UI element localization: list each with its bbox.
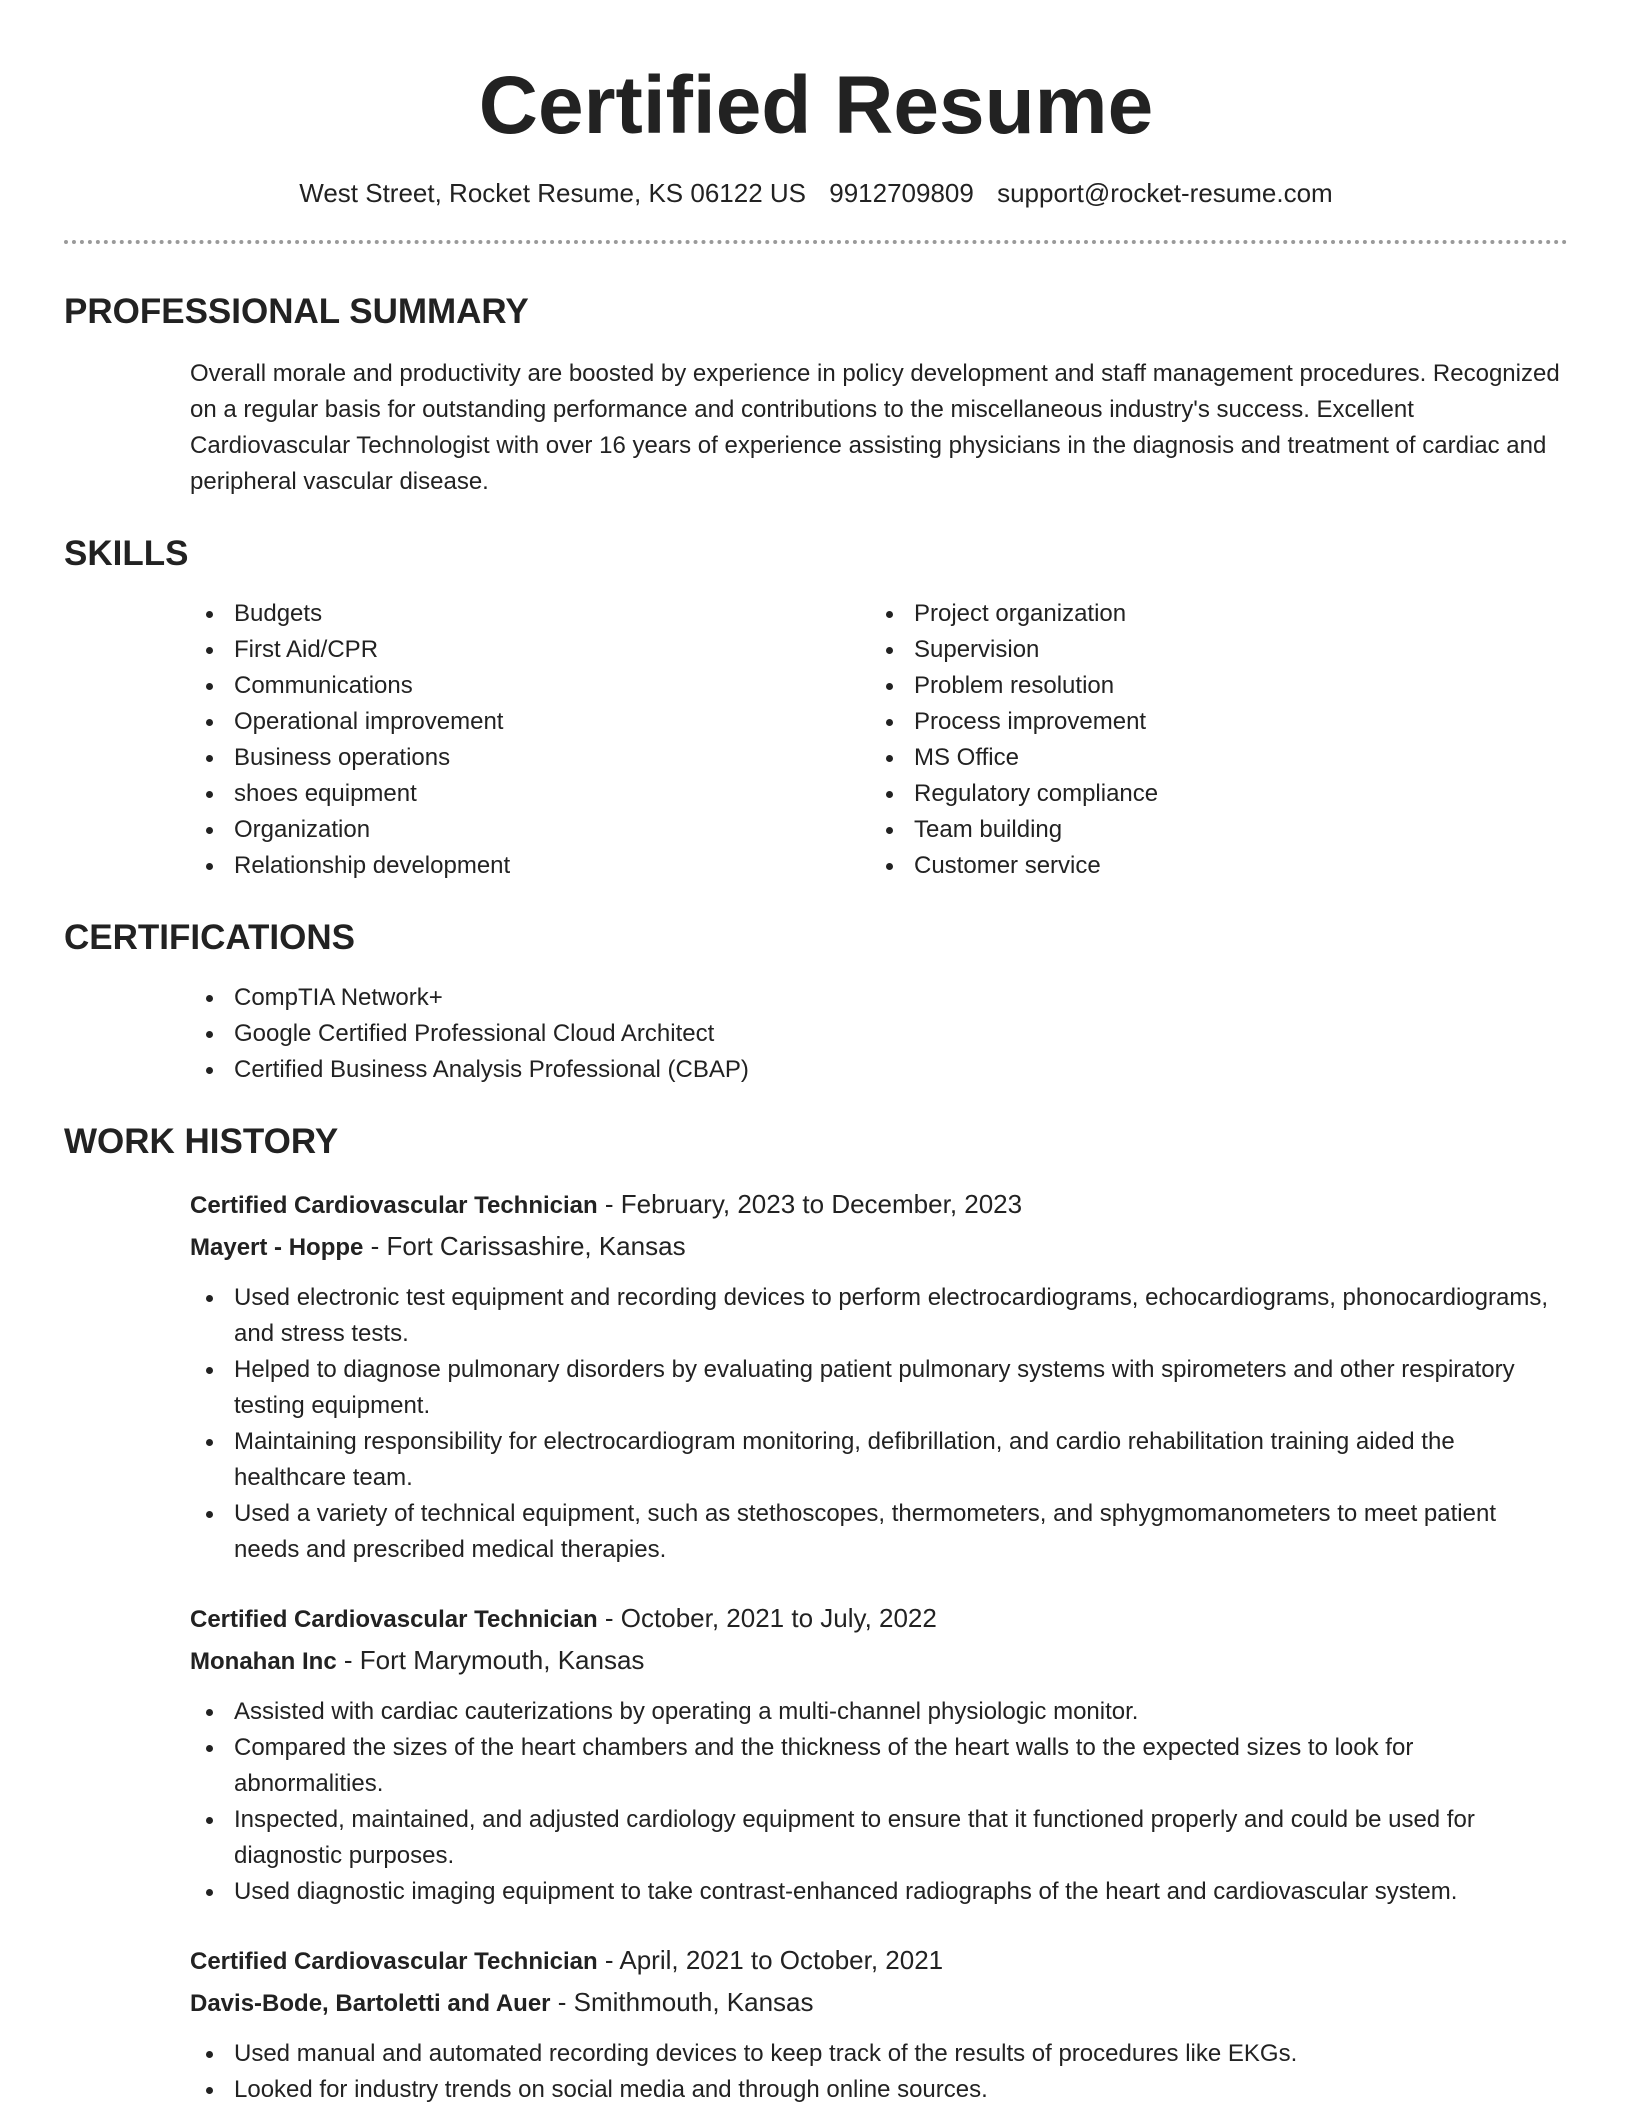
skill-item: shoes equipment	[190, 776, 870, 812]
job-company-line	[190, 1982, 1568, 2024]
job-bullet: Used electronic test equipment and recording devices to perform electrocardiograms, echocardiograms, phonocardiograms, and stress tests.	[190, 1280, 1568, 1352]
job-bullet: Helped to diagnose pulmonary disorders by evaluating patient pulmonary systems with spirometers and other respiratory testing equipment.	[190, 1352, 1568, 1424]
job-entry	[190, 1184, 1568, 1568]
job-dates: - February, 2023 to December, 2023	[597, 1189, 1023, 1219]
job-dates: - April, 2021 to October, 2021	[597, 1945, 944, 1975]
job-entry	[190, 1940, 1568, 2108]
skill-item: Customer service	[870, 848, 1550, 884]
skill-item: Process improvement	[870, 704, 1550, 740]
certification-item: CompTIA Network+	[190, 980, 1568, 1016]
job-title: Certified Cardiovascular Technician	[190, 1192, 598, 1219]
skill-item: Business operations	[190, 740, 870, 776]
skill-item: Supervision	[870, 632, 1550, 668]
job-bullet: Used a variety of technical equipment, such as stethoscopes, thermometers, and sphygmomanometers to meet patient needs and prescribed medical therapies.	[190, 1496, 1568, 1568]
skills-list	[190, 596, 1568, 884]
job-bullet: Assisted with cardiac cauterizations by operating a multi-channel physiologic monitor.	[190, 1694, 1568, 1730]
job-title: Certified Cardiovascular Technician	[190, 1606, 598, 1633]
job-title-line	[190, 1184, 1568, 1226]
job-bullet: Inspected, maintained, and adjusted cardiology equipment to ensure that it functioned properly and could be used for diagnostic purposes.	[190, 1802, 1568, 1874]
job-bullets	[190, 1694, 1568, 1910]
job-company: Mayert - Hoppe	[190, 1234, 364, 1261]
job-bullet: Used manual and automated recording devices to keep track of the results of procedures like EKGs.	[190, 2036, 1568, 2072]
skill-item: Budgets	[190, 596, 870, 632]
skill-item: First Aid/CPR	[190, 632, 870, 668]
skill-item: Operational improvement	[190, 704, 870, 740]
header-divider	[64, 240, 1568, 244]
skills-column-right	[870, 596, 1550, 884]
candidate-name: Certified Resume	[478, 60, 1154, 151]
job-entry	[190, 1598, 1568, 1910]
summary-heading: PROFESSIONAL SUMMARY	[64, 292, 529, 331]
job-company: Davis-Bode, Bartoletti and Auer	[190, 1990, 551, 2017]
job-location: - Fort Carissashire, Kansas	[363, 1231, 686, 1261]
skill-item: Problem resolution	[870, 668, 1550, 704]
certification-item: Google Certified Professional Cloud Architect	[190, 1016, 1568, 1052]
certifications-heading: CERTIFICATIONS	[64, 918, 356, 957]
job-bullets	[190, 2036, 1568, 2108]
job-company: Monahan Inc	[190, 1648, 337, 1675]
work-history-heading: WORK HISTORY	[64, 1122, 339, 1161]
job-title: Certified Cardiovascular Technician	[190, 1948, 598, 1975]
skills-heading: SKILLS	[64, 534, 189, 573]
certifications-list	[190, 980, 1568, 1088]
job-company-line	[190, 1640, 1568, 1682]
resume-page	[64, 0, 1568, 2108]
job-location: - Fort Marymouth, Kansas	[336, 1645, 645, 1675]
skill-item: MS Office	[870, 740, 1550, 776]
job-location: - Smithmouth, Kansas	[550, 1987, 814, 2017]
job-company-line	[190, 1226, 1568, 1268]
job-title-line	[190, 1598, 1568, 1640]
skill-item: Project organization	[870, 596, 1550, 632]
address: West Street, Rocket Resume, KS 06122 US	[299, 178, 807, 208]
certification-item: Certified Business Analysis Professional (CBAP)	[190, 1052, 1568, 1088]
skill-item: Communications	[190, 668, 870, 704]
job-bullet: Compared the sizes of the heart chambers and the thickness of the heart walls to the expected sizes to look for abnormalities.	[190, 1730, 1568, 1802]
skill-item: Regulatory compliance	[870, 776, 1550, 812]
job-bullet: Looked for industry trends on social media and through online sources.	[190, 2072, 1568, 2108]
job-title-line	[190, 1940, 1568, 1982]
job-bullet: Used diagnostic imaging equipment to take contrast-enhanced radiographs of the heart and cardiovascular system.	[190, 1874, 1568, 1910]
skill-item: Relationship development	[190, 848, 870, 884]
job-dates: - October, 2021 to July, 2022	[597, 1603, 937, 1633]
job-bullet: Maintaining responsibility for electrocardiogram monitoring, defibrillation, and cardio rehabilitation training aided the healthcare team.	[190, 1424, 1568, 1496]
email: support@rocket-resume.com	[997, 178, 1333, 208]
contact-line	[64, 176, 1568, 210]
job-bullets	[190, 1280, 1568, 1568]
skills-column-left	[190, 596, 870, 884]
skill-item: Team building	[870, 812, 1550, 848]
phone: 9912709809	[829, 178, 974, 208]
skill-item: Organization	[190, 812, 870, 848]
summary-text: Overall morale and productivity are boosted by experience in policy development and staff management procedures. Recognized on a regular basis for outstanding performance and contributions to the miscellaneous industry's success. Excellent Cardiovascular Technologist with over 16 years of experience assisting physicians in the diagnosis and treatment of cardiac and peripheral vascular disease.	[190, 360, 1560, 495]
